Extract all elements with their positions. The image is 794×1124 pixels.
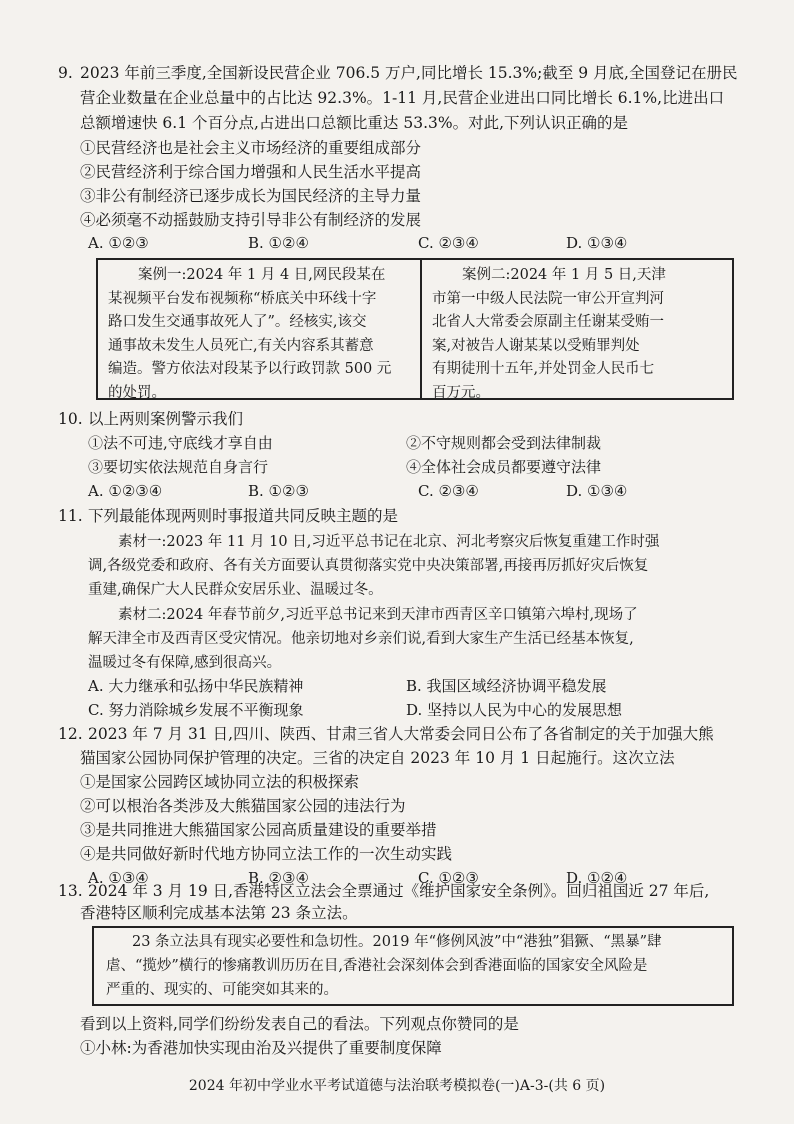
question-9-item-3: ③非公有制经济已逐步成长为国民经济的主导力量 xyxy=(80,187,422,205)
question-11-material-1 xyxy=(88,530,728,602)
question-9-item-1: ①民营经济也是社会主义市场经济的重要组成部分 xyxy=(80,139,422,157)
question-10-item-1: ①法不可违,守底线才享自由 xyxy=(88,434,273,452)
case-one-line-4: 通事故未发生人员死亡,有关内容系其蓄意 xyxy=(108,337,374,354)
question-12-item-4: ④是共同做好新时代地方协同立法工作的一次生动实践 xyxy=(80,845,453,863)
question-11-material-2 xyxy=(88,603,728,675)
option-c: C. 努力消除城乡发展不平衡现象 xyxy=(88,701,304,719)
question-10-number: 10. xyxy=(58,410,83,428)
question-13-material-box xyxy=(92,926,734,1006)
question-12-item-1: ①是国家公园跨区域协同立法的积极探索 xyxy=(80,773,360,791)
case-one-line-1: 案例一:2024 年 1 月 4 日,网民段某在 xyxy=(138,267,386,283)
option-d: D. ①③④ xyxy=(566,482,628,500)
question-12-stem-line-1: 2023 年 7 月 31 日,四川、陕西、甘肃三省人大常委会同日公布了各省制定的关于加强大熊 xyxy=(88,725,714,743)
case-one-line-5: 编造。警方依法对段某予以行政罚款 500 元 xyxy=(108,361,392,377)
question-12-item-3: ③是共同推进大熊猫国家公园高质量建设的重要举措 xyxy=(80,821,437,839)
case-two-line-6: 百万元。 xyxy=(432,384,490,401)
option-a: A. ①③④ xyxy=(88,869,149,887)
case-one-line-3: 路口发生交通事故死人了”。经核实,该交 xyxy=(108,314,367,330)
option-b: B. ①②④ xyxy=(248,234,309,252)
option-a: A. ①②③ xyxy=(88,234,149,252)
question-10-stem: 以上两则案例警示我们 xyxy=(88,410,244,428)
question-10-item-4: ④全体社会成员都要遵守法律 xyxy=(406,458,602,476)
box-line-3: 严重的、现实的、可能突如其来的。 xyxy=(106,982,338,998)
option-c: C. ①②③ xyxy=(418,869,479,887)
question-12-number: 12. xyxy=(58,725,83,743)
option-c: C. ②③④ xyxy=(418,482,479,500)
question-13-prompt: 看到以上资料,同学们纷纷发表自己的看法。下列观点你赞同的是 xyxy=(80,1015,519,1033)
case-one xyxy=(108,264,391,405)
case-two xyxy=(432,264,666,405)
option-b: B. ①②③ xyxy=(248,482,309,500)
question-9-stem-line-3: 总额增速快 6.1 个百分点,占进出口总额比重达 53.3%。对此,下列认识正确的是 xyxy=(80,114,629,132)
option-a: A. 大力继承和弘扬中华民族精神 xyxy=(88,677,304,695)
box-line-2: 虐、“揽炒”横行的惨痛教训历历在目,香港社会深刻体会到香港面临的国家安全风险是 xyxy=(106,958,648,974)
question-11-number: 11. xyxy=(58,507,83,525)
question-9-stem-line-1: 2023 年前三季度,全国新设民营企业 706.5 万户,同比增长 15.3%;截至 9 月底,全国登记在册民 xyxy=(80,64,738,82)
material-2-line-1: 素材二:2024 年春节前夕,习近平总书记来到天津市西青区辛口镇第六埠村,现场了 xyxy=(118,607,638,623)
page-footer: 2024 年初中学业水平考试道德与法治联考模拟卷(一)A-3-(共 6 页) xyxy=(188,1078,606,1094)
question-13-stem-line-1: 2024 年 3 月 19 日,香港特区立法会全票通过《维护国家安全条例》。回归祖国近 27 年后, xyxy=(88,882,710,900)
case-one-line-2: 某视频平台发布视频称“桥底关中环线十字 xyxy=(108,290,377,307)
case-one-line-6: 的处罚。 xyxy=(108,384,166,401)
question-12-stem-line-2: 猫国家公园协同保护管理的决定。三省的决定自 2023 年 10 月 1 日起施行。这次立法 xyxy=(80,749,675,767)
case-box xyxy=(96,258,734,400)
option-a: A. ①②③④ xyxy=(88,482,163,500)
material-1-line-1: 素材一:2023 年 11 月 10 日,习近平总书记在北京、河北考察灾后恢复重建工作时强 xyxy=(118,534,660,550)
case-two-line-4: 案,对被告人谢某某以受贿罪判处 xyxy=(432,337,640,354)
material-1-line-2: 调,各级党委和政府、各有关方面要认真贯彻落实党中央决策部署,再接再厉抓好灾后恢复 xyxy=(88,558,649,574)
question-13-stem-line-2: 香港特区顺利完成基本法第 23 条立法。 xyxy=(80,904,358,922)
case-two-line-3: 北省人大常委会原副主任谢某受贿一 xyxy=(432,314,664,330)
option-b: B. 我国区域经济协调平稳发展 xyxy=(406,677,607,695)
material-1-line-3: 重建,确保广大人民群众安居乐业、温暖过冬。 xyxy=(88,582,383,598)
question-13-number: 13. xyxy=(58,882,83,900)
question-9-item-4: ④必须毫不动摇鼓励支持引导非公有制经济的发展 xyxy=(80,211,422,229)
question-10-item-2: ②不守规则都会受到法律制裁 xyxy=(406,434,602,452)
case-divider xyxy=(420,260,422,398)
option-c: C. ②③④ xyxy=(418,234,479,252)
question-12-item-2: ②可以根治各类涉及大熊猫国家公园的违法行为 xyxy=(80,797,406,815)
question-13-item-1: ①小林:为香港加快实现由治及兴提供了重要制度保障 xyxy=(80,1039,442,1057)
option-d: D. ①②④ xyxy=(566,869,628,887)
question-9-stem-line-2: 营企业数量在企业总量中的占比达 92.3%。1-11 月,民营企业进出口同比增长 6.1%,比进出口 xyxy=(80,89,725,107)
box-line-1: 23 条立法具有现实必要性和急切性。2019 年“修例风波”中“港独”猖獗、“黑暴”肆 xyxy=(132,934,662,950)
option-d: D. ①③④ xyxy=(566,234,628,252)
material-2-line-2: 解天津全市及西青区受灾情况。他亲切地对乡亲们说,看到大家生产生活已经基本恢复, xyxy=(88,631,634,647)
material-2-line-3: 温暖过冬有保障,感到很高兴。 xyxy=(88,655,282,671)
case-two-line-5: 有期徒刑十五年,并处罚金人民币七 xyxy=(432,361,655,377)
case-two-line-1: 案例二:2024 年 1 月 5 日,天津 xyxy=(462,267,666,283)
question-11-stem: 下列最能体现两则时事报道共同反映主题的是 xyxy=(88,507,399,525)
question-9-number: 9. xyxy=(58,64,73,82)
question-9-item-2: ②民营经济利于综合国力增强和人民生活水平提高 xyxy=(80,163,422,181)
option-d: D. 坚持以人民为中心的发展思想 xyxy=(406,701,623,719)
question-10-item-3: ③要切实依法规范自身言行 xyxy=(88,458,269,476)
option-b: B. ②③④ xyxy=(248,869,309,887)
case-two-line-2: 市第一中级人民法院一审公开宣判河 xyxy=(432,290,664,307)
